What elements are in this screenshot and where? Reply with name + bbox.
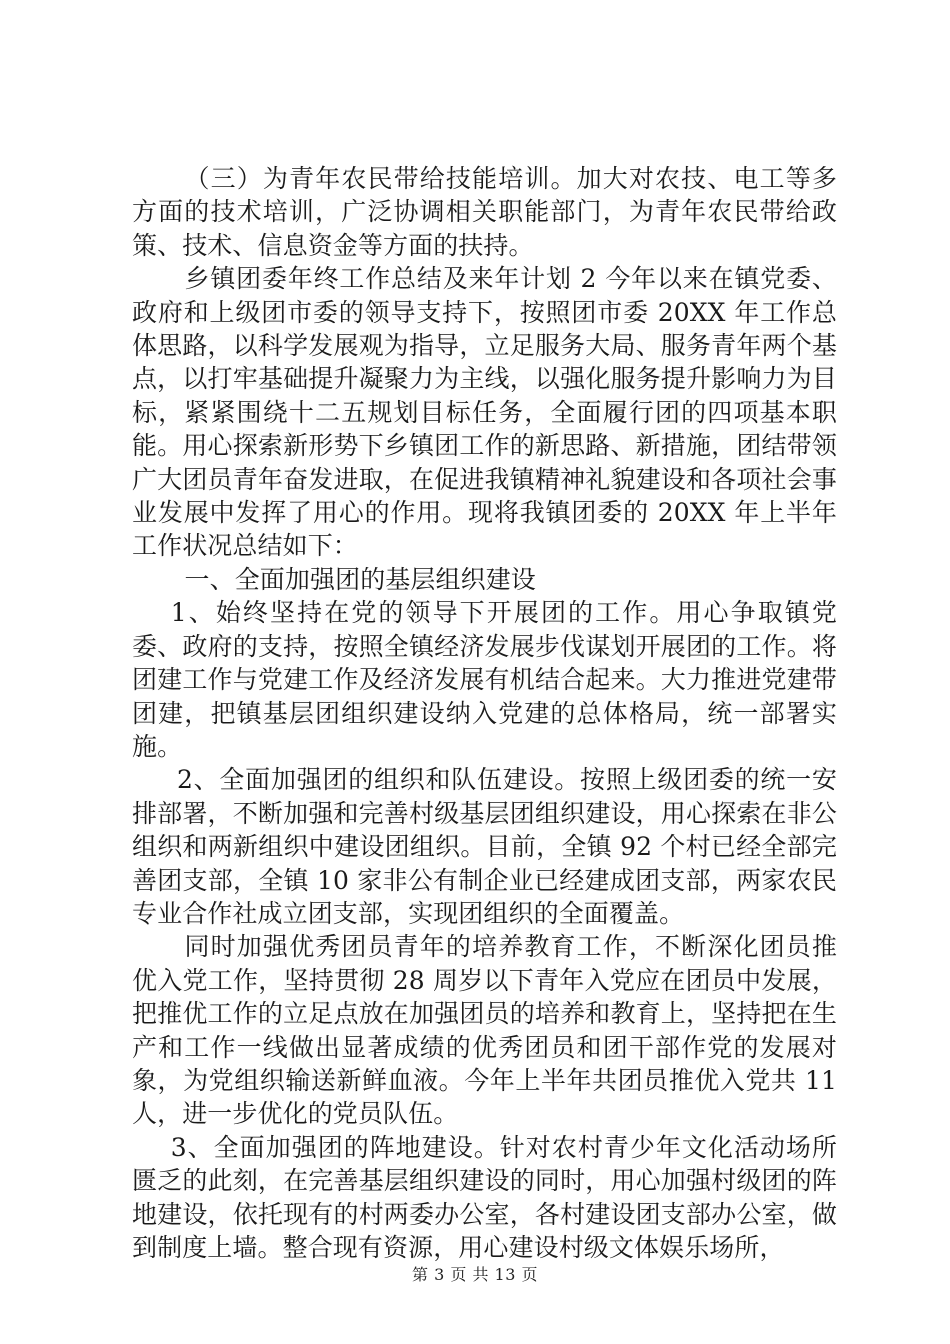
paragraph-item-3: 3、全面加强团的阵地建设。针对农村青少年文化活动场所匮乏的此刻，在完善基层组织建设的同时，用心加强村级团的阵地建设，依托现有的村两委办公室，各村建设团支部办公室，做到制度上墙。整合现有资源，用心建设村级文体娱乐场所， bbox=[132, 1132, 837, 1262]
paragraph-skills-training: （三）为青年农民带给技能培训。加大对农技、电工等多方面的技术培训，广泛协调相关职能部门，为青年农民带给政策、技术、信息资金等方面的扶持。 bbox=[132, 164, 837, 260]
paragraph-summary-intro: 乡镇团委年终工作总结及来年计划 2 今年以来在镇党委、政府和上级团市委的领导支持下，按照团市委 20XX 年工作总体思路，以科学发展观为指导，立足服务大局、服务青年两个基点，以打牢基础提升凝聚力为主线，以强化服务提升影响力为目标，紧紧围绕十二五规划目标任务，全面履行团的四项基本职能。用心探索新形势下乡镇团工作的新思路、新措施，团结带领广大团员青年奋发进取，在促进我镇精神礼貌建设和各项社会事业发展中发挥了用心的作用。现将我镇团委的 20XX 年上半年工作状况总结如下： bbox=[132, 264, 837, 561]
section-heading-organization: 一、全面加强团的基层组织建设 bbox=[184, 564, 536, 594]
document-body bbox=[132, 162, 837, 1264]
paragraph-item-2: 2、全面加强团的组织和队伍建设。按照上级团委的统一安排部署，不断加强和完善村级基层团组织建设，用心探索在非公组织和两新组织中建设团组织。目前，全镇 92 个村已经全部完善团支部，全镇 10 家非公有制企业已经建成团支部，两家农民专业合作社成立团支部，实现团组织的全面覆盖。 bbox=[132, 765, 837, 928]
paragraph-item-1: 1、始终坚持在党的领导下开展团的工作。用心争取镇党委、政府的支持，按照全镇经济发展步伐谋划开展团的工作。将团建工作与党建工作及经济发展有机结合起来。大力推进党建带团建，把镇基层团组织建设纳入党建的总体格局，统一部署实施。 bbox=[132, 598, 837, 761]
page-number-footer: 第 3 页 共 13 页 bbox=[412, 1265, 538, 1284]
paragraph-recommendation: 同时加强优秀团员青年的培养教育工作，不断深化团员推优入党工作，坚持贯彻 28 周岁以下青年入党应在团员中发展，把推优工作的立足点放在加强团员的培养和教育上，坚持把在生产和工作一线做出显著成绩的优秀团员和团干部作党的发展对象，为党组织输送新鲜血液。今年上半年共团员推优入党共 11 人，进一步优化的党员队伍。 bbox=[132, 932, 837, 1129]
